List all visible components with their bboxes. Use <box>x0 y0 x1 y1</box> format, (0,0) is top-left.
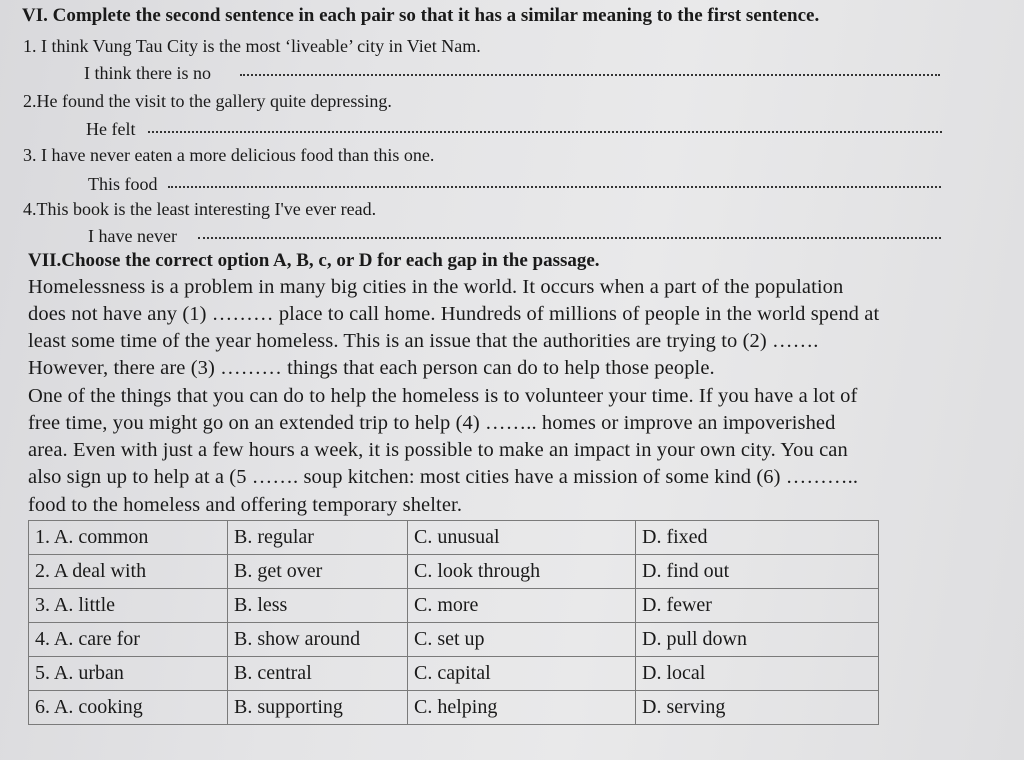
answer-3-blank[interactable] <box>168 186 941 188</box>
question-3-text: 3. I have never eaten a more delicious food than this one. <box>23 145 435 165</box>
options-row-1 <box>29 521 879 555</box>
passage-line: does not have any (1) ……… place to call home. Hundreds of millions of people in the world spend at <box>28 303 880 325</box>
option-d[interactable]: D. local <box>636 657 879 691</box>
option-c[interactable]: C. helping <box>408 691 636 725</box>
option-a[interactable]: 5. A. urban <box>29 657 228 691</box>
passage-line: However, there are (3) ……… things that each person can do to help those people. <box>28 357 715 379</box>
question-2-text: 2.He found the visit to the gallery quite depressing. <box>23 91 392 111</box>
section-7-heading: VII.Choose the correct option A, B, c, or D for each gap in the passage. <box>28 250 600 271</box>
option-d[interactable]: D. pull down <box>636 623 879 657</box>
option-d[interactable]: D. fixed <box>636 521 879 555</box>
option-b[interactable]: B. show around <box>228 623 408 657</box>
option-c[interactable]: C. capital <box>408 657 636 691</box>
passage-line: Homelessness is a problem in many big cities in the world. It occurs when a part of the population <box>28 276 844 298</box>
options-row-3 <box>29 589 879 623</box>
options-row-6 <box>29 691 879 725</box>
option-a[interactable]: 4. A. care for <box>29 623 228 657</box>
options-table <box>28 520 879 725</box>
answer-2-blank[interactable] <box>148 131 942 133</box>
option-d[interactable]: D. find out <box>636 555 879 589</box>
option-a[interactable]: 3. A. little <box>29 589 228 623</box>
option-b[interactable]: B. central <box>228 657 408 691</box>
option-b[interactable]: B. less <box>228 589 408 623</box>
option-c[interactable]: C. set up <box>408 623 636 657</box>
option-c[interactable]: C. unusual <box>408 521 636 555</box>
answer-1-start: I think there is no <box>84 63 211 83</box>
section-6-heading: VI. Complete the second sentence in each pair so that it has a similar meaning to the first sentence. <box>22 5 820 26</box>
option-a[interactable]: 1. A. common <box>29 521 228 555</box>
option-a[interactable]: 2. A deal with <box>29 555 228 589</box>
option-d[interactable]: D. fewer <box>636 589 879 623</box>
option-b[interactable]: B. supporting <box>228 691 408 725</box>
options-row-4 <box>29 623 879 657</box>
answer-4-blank[interactable] <box>198 237 941 239</box>
options-row-2 <box>29 555 879 589</box>
option-b[interactable]: B. get over <box>228 555 408 589</box>
question-4-text: 4.This book is the least interesting I've ever read. <box>23 199 377 219</box>
answer-2-start: He felt <box>86 119 136 139</box>
question-1-text: 1. I think Vung Tau City is the most ‘liveable’ city in Viet Nam. <box>23 36 481 56</box>
passage-line: also sign up to help at a (5 ……. soup kitchen: most cities have a mission of some kind (6) ……….. <box>28 466 859 488</box>
option-b[interactable]: B. regular <box>228 521 408 555</box>
option-c[interactable]: C. look through <box>408 555 636 589</box>
option-a[interactable]: 6. A. cooking <box>29 691 228 725</box>
passage-line: One of the things that you can do to help the homeless is to volunteer your time. If you have a lot of <box>28 385 858 407</box>
option-c[interactable]: C. more <box>408 589 636 623</box>
options-row-5 <box>29 657 879 691</box>
passage-line: free time, you might go on an extended trip to help (4) …….. homes or improve an impoverished <box>28 412 836 434</box>
passage-line: area. Even with just a few hours a week, it is possible to make an impact in your own city. You can <box>28 439 848 461</box>
passage-line: least some time of the year homeless. This is an issue that the authorities are trying to (2) ……. <box>28 330 819 352</box>
option-d[interactable]: D. serving <box>636 691 879 725</box>
answer-4-start: I have never <box>88 226 177 246</box>
passage-line: food to the homeless and offering temporary shelter. <box>28 494 463 516</box>
answer-3-start: This food <box>88 174 158 194</box>
answer-1-blank[interactable] <box>240 74 940 76</box>
